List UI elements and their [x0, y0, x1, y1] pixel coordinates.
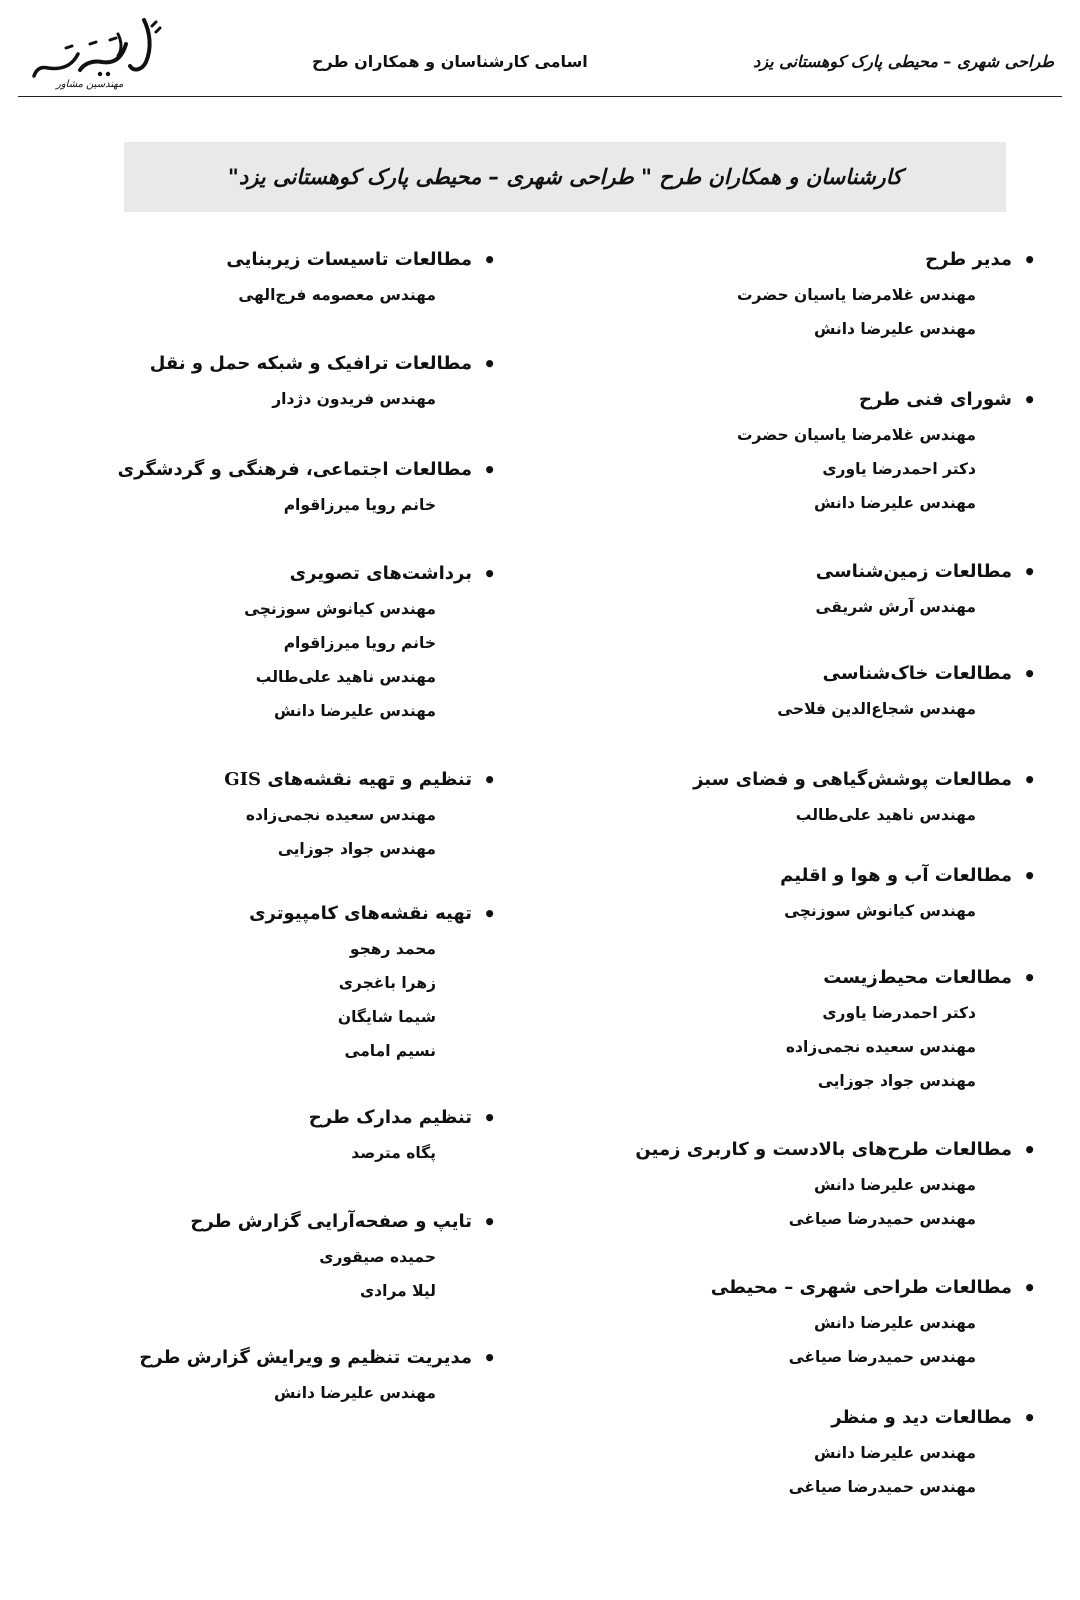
section-traffic: [76, 346, 496, 416]
bullet-icon: •: [1023, 560, 1036, 584]
member-name: مهندس علیرضا دانش: [814, 494, 976, 512]
member-name: مهندس فریدون دژدار: [272, 390, 436, 408]
section-heading: • برداشت‌های تصویری: [76, 556, 496, 592]
section-heading: • تهیه نقشه‌های کامپیوتری: [76, 896, 496, 932]
section-heading: • تایپ و صفحه‌آرایی گزارش طرح: [76, 1204, 496, 1240]
header-divider: [18, 96, 1062, 97]
member-name: مهندس علیرضا دانش: [274, 1384, 436, 1402]
bullet-icon: •: [483, 902, 496, 926]
member-name: لیلا مرادی: [359, 1282, 436, 1300]
bullet-icon: •: [1023, 864, 1036, 888]
section-heading: • مطالعات طرح‌های بالادست و کاربری زمین: [616, 1132, 1036, 1168]
section-heading: • مطالعات آب و هوا و اقلیم: [616, 858, 1036, 894]
member-name: مهندس شجاع‌الدین فلاحی: [777, 700, 976, 718]
section-heading: • تنظیم و تهیه نقشه‌های GIS: [76, 762, 496, 798]
member-name: مهندس حمیدرضا صیاغی: [788, 1478, 976, 1496]
logo: [26, 14, 166, 90]
page-header: [0, 0, 1080, 100]
logo-caption: مهندسین مشاور: [56, 79, 124, 90]
bullet-icon: •: [483, 248, 496, 272]
section-photography: [76, 556, 496, 728]
section-climate: [616, 858, 1036, 928]
section-upstream-plans: [616, 1132, 1036, 1236]
member-name: مهندس علیرضا دانش: [814, 1444, 976, 1462]
section-heading: • مطالعات زمین‌شناسی: [616, 554, 1036, 590]
member-name: مهندس غلامرضا یاسیان حضرت: [736, 286, 976, 304]
member-name: خانم رویا میرزاقوام: [283, 496, 436, 514]
member-name: دکتر احمدرضا یاوری: [822, 1004, 976, 1022]
member-name: خانم رویا میرزاقوام: [283, 634, 436, 652]
bullet-icon: •: [1023, 248, 1036, 272]
document-title: طراحی شهری – محیطی پارک کوهستانی یزد: [753, 52, 1054, 71]
member-name: پگاه مترصد: [351, 1144, 436, 1162]
member-name: مهندس کیانوش سوزنچی: [244, 600, 436, 618]
section-vegetation: [616, 762, 1036, 832]
member-name: مهندس علیرضا دانش: [814, 320, 976, 338]
title-banner: [124, 142, 1006, 212]
member-name: مهندس علیرضا دانش: [814, 1176, 976, 1194]
member-name: حمیده صیقوری: [319, 1248, 436, 1266]
bullet-icon: •: [1023, 1276, 1036, 1300]
member-name: مهندس معصومه فرج‌الهی: [238, 286, 436, 304]
member-name: مهندس آرش شریقی: [815, 598, 976, 616]
bullet-icon: •: [483, 352, 496, 376]
section-project-manager: [616, 242, 1036, 346]
bullet-icon: •: [1023, 388, 1036, 412]
bullet-icon: •: [1023, 662, 1036, 686]
section-gis-maps: [76, 762, 496, 866]
section-heading: • تنظیم مدارک طرح: [76, 1100, 496, 1136]
section-landscape: [616, 1400, 1036, 1504]
section-heading: • مدیریت تنظیم و ویرایش گزارش طرح: [76, 1340, 496, 1376]
member-name: نسیم امامی: [344, 1042, 436, 1060]
bullet-icon: •: [1023, 1406, 1036, 1430]
page-title: اسامی کارشناسان و همکاران طرح: [312, 52, 588, 71]
bullet-icon: •: [483, 1210, 496, 1234]
section-heading: • مدیر طرح: [616, 242, 1036, 278]
member-name: مهندس سعیده نجمی‌زاده: [785, 1038, 976, 1056]
member-name: مهندس جواد جوزایی: [817, 1072, 976, 1090]
section-heading: • مطالعات محیط‌زیست: [616, 960, 1036, 996]
section-computer-maps: [76, 896, 496, 1068]
section-heading: • مطالعات خاک‌شناسی: [616, 656, 1036, 692]
section-heading: • مطالعات اجتماعی، فرهنگی و گردشگری: [76, 452, 496, 488]
section-documents: [76, 1100, 496, 1170]
member-name: زهرا باغجری: [338, 974, 436, 992]
section-typing-layout: [76, 1204, 496, 1308]
section-heading: • مطالعات ترافیک و شبکه حمل و نقل: [76, 346, 496, 382]
bullet-icon: •: [483, 1106, 496, 1130]
bullet-icon: •: [1023, 768, 1036, 792]
section-infrastructure: [76, 242, 496, 312]
member-name: دکتر احمدرضا یاوری: [822, 460, 976, 478]
section-heading: • مطالعات تاسیسات زیربنایی: [76, 242, 496, 278]
member-name: مهندس ناهید علی‌طالب: [255, 668, 436, 686]
member-name: مهندس جواد جوزایی: [277, 840, 436, 858]
section-social-cultural: [76, 452, 496, 522]
member-name: محمد رهجو: [349, 940, 436, 958]
bullet-icon: •: [483, 458, 496, 482]
main-title: کارشناسان و همکاران طرح " طراحی شهری – محیطی پارک کوهستانی یزد": [227, 165, 903, 189]
section-soil: [616, 656, 1036, 726]
member-name: مهندس حمیدرضا صیاغی: [788, 1210, 976, 1228]
bullet-icon: •: [483, 768, 496, 792]
section-heading: • شورای فنی طرح: [616, 382, 1036, 418]
member-name: مهندس علیرضا دانش: [814, 1314, 976, 1332]
member-name: مهندس کیانوش سوزنچی: [784, 902, 976, 920]
member-name: مهندس حمیدرضا صیاغی: [788, 1348, 976, 1366]
section-urban-design: [616, 1270, 1036, 1374]
bullet-icon: •: [483, 562, 496, 586]
section-heading: • مطالعات طراحی شهری – محیطی: [616, 1270, 1036, 1306]
member-name: مهندس علیرضا دانش: [274, 702, 436, 720]
section-heading: • مطالعات دید و منظر: [616, 1400, 1036, 1436]
member-name: مهندس ناهید علی‌طالب: [795, 806, 976, 824]
bullet-icon: •: [1023, 966, 1036, 990]
member-name: مهندس سعیده نجمی‌زاده: [245, 806, 436, 824]
section-heading: • مطالعات پوشش‌گیاهی و فضای سبز: [616, 762, 1036, 798]
bullet-icon: •: [1023, 1138, 1036, 1162]
member-name: مهندس غلامرضا یاسیان حضرت: [736, 426, 976, 444]
member-name: شیما شایگان: [337, 1008, 436, 1026]
section-report-editing: [76, 1340, 496, 1410]
section-geology: [616, 554, 1036, 624]
section-technical-council: [616, 382, 1036, 520]
bullet-icon: •: [483, 1346, 496, 1370]
section-environment: [616, 960, 1036, 1098]
